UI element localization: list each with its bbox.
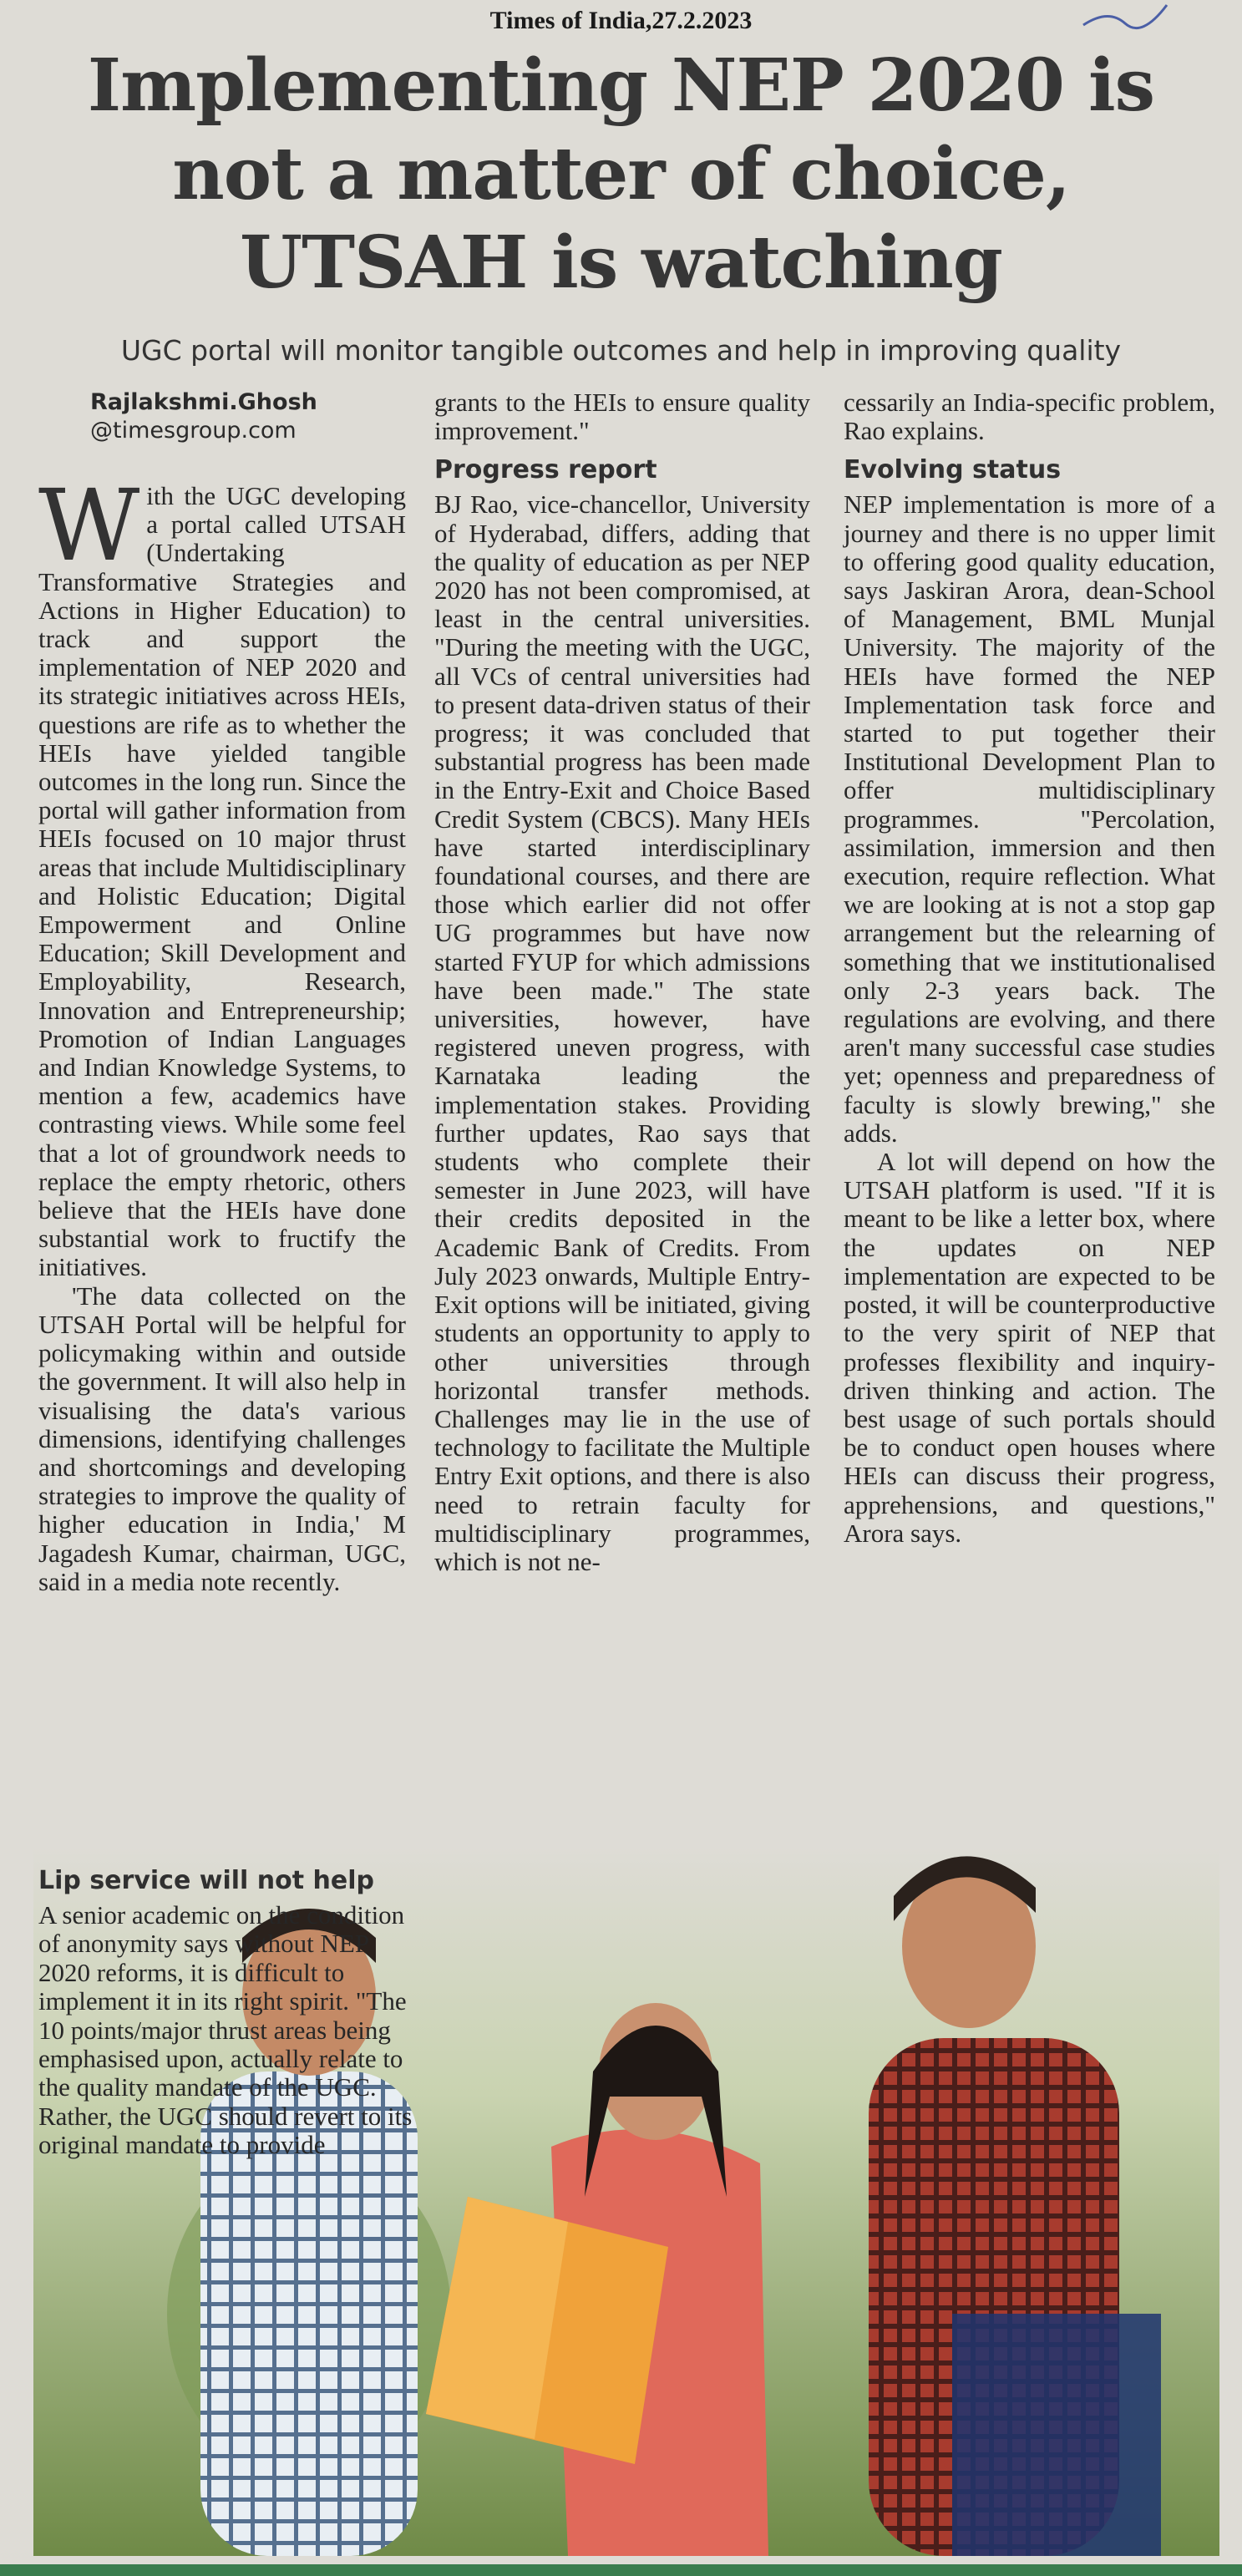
- subhead-lip-service: Lip service will not help: [38, 1866, 374, 1895]
- deck: UGC portal will monitor tangible outcomes and help in improving quality: [120, 334, 1122, 367]
- paragraph: grants to the HEIs to ensure quality improvement.": [434, 388, 810, 446]
- subhead-evolving-status: Evolving status: [844, 455, 1062, 485]
- paragraph: A lot will depend on how the UTSAH platform is used. "If it is meant to be like a letter box, where the updates on NEP implementation are expected to be posted, it will be counterproductive to the very spirit of NEP that professes flexibility and inquiry-driven thinking and action. The best usage of such portals should be to conduct open houses where HEIs can discuss their progress, apprehensions, and questions," Arora says.: [844, 1147, 1215, 1548]
- pen-mark-icon: [1075, 0, 1175, 33]
- byline: [38, 388, 406, 445]
- lead-paragraph: [38, 468, 406, 1282]
- lead-text: ith the UGC developing a portal called UTSAH (Undertaking Transformative Strategies and Actions in Higher Education) to track and support the implementation of NEP 2020 and its strategic initiatives across HEIs, questions are rife as to whether the HEIs have yielded tangible outcomes in the long run. Since the portal will gather information from HEIs focused on 10 major thrust areas that include Multidisciplinary and Holistic Education; Digital Empowerment and Online Education; Skill Development and Employability, Research, Innovation and Entrepreneurship; Promotion of Indian Languages and Indian Knowledge Systems, to mention a few, academics have contrasting views. While some feel that a lot of groundwork needs to replace the empty rhetoric, others believe that the HEIs have done substantial work to fructify the initiatives.: [38, 481, 406, 1282]
- headline-line: UTSAH is watching: [240, 221, 1002, 305]
- paragraph: BJ Rao, vice-chancellor, University of Hyderabad, differs, adding that the quality of education as per NEP 2020 has not been compromised, at least in the central universities. "During the meeting with the UGC, all VCs of central universities had to present data-driven status of their progress; it was concluded that substantial progress has been made in the Entry-Exit and Choice Based Credit System (CBCS). Many HEIs have started interdisciplinary foundational courses, and there are those which earlier did not offer UG programmes but have now started FYUP for which admissions have been made." The state universities, however, have registered uneven progress, with Karnataka leading the implementation stakes. Providing further updates, Rao says that students who complete their semester in June 2023, will have their credits deposited in the Academic Bank of Credits. From July 2023 onwards, Multiple Entry-Exit options will be initiated, giving students an opportunity to apply to other universities through horizontal transfer methods. Challenges may lie in the use of technology to facilitate the Multiple Entry Exit options, and there is also need to retrain faculty for multidisciplinary programmes, which is not ne-: [434, 489, 810, 1576]
- byline-handle: @timesgroup.com: [90, 418, 297, 444]
- headline-line: Implementing NEP 2020 is: [87, 43, 1155, 128]
- column-3: [844, 388, 1215, 1548]
- byline-name: Rajlakshmi.Ghosh: [90, 389, 317, 415]
- paragraph: 'The data collected on the UTSAH Portal will be helpful for policymaking within and outside the government. It will also help in visualising the data's various dimensions, identifying challenges and shortcomings and developing strategies to improve the quality of higher education in India,' M Jagadesh Kumar, chairman, UGC, said in a media note recently.: [38, 1280, 406, 1596]
- newspaper-source: Times of India,27.2.2023: [489, 7, 753, 34]
- paragraph: cessarily an India-specific problem, Rao explains.: [844, 388, 1215, 446]
- column-1-lower: [38, 1864, 414, 2160]
- paragraph: A senior academic on the condition of anonymity says without NEP 2020 reforms, it is difficult to implement it in its right spirit. "The 10 points/major thrust areas being emphasised upon, actually relate to the quality mandate of the UGC. Rather, the UGC should revert to its original mandate to provide: [38, 1900, 413, 2160]
- headline: [17, 42, 1225, 307]
- subhead-progress-report: Progress report: [434, 455, 657, 485]
- column-1: [38, 388, 406, 1596]
- drop-cap: W: [38, 468, 140, 583]
- headline-line: not a matter of choice,: [172, 132, 1070, 216]
- bottom-rule: [0, 2564, 1242, 2576]
- paragraph: NEP implementation is more of a journey and there is no upper limit to offering good quality education, says Jaskiran Arora, dean-School of Management, BML Munjal University. The majority of the HEIs have formed the NEP Implementation task force and started to put together their Institutional Development Plan to offer multidisciplinary programmes. "Percolation, assimilation, immersion and then execution, require reflection. What we are looking at is not a stop gap arrangement but the relearning of something that we institutionalised only 2-3 years back. The regulations are evolving, and there aren't many successful case studies yet; openness and preparedness of faculty is slowly brewing," she adds.: [844, 489, 1215, 1148]
- column-2: [434, 388, 810, 1576]
